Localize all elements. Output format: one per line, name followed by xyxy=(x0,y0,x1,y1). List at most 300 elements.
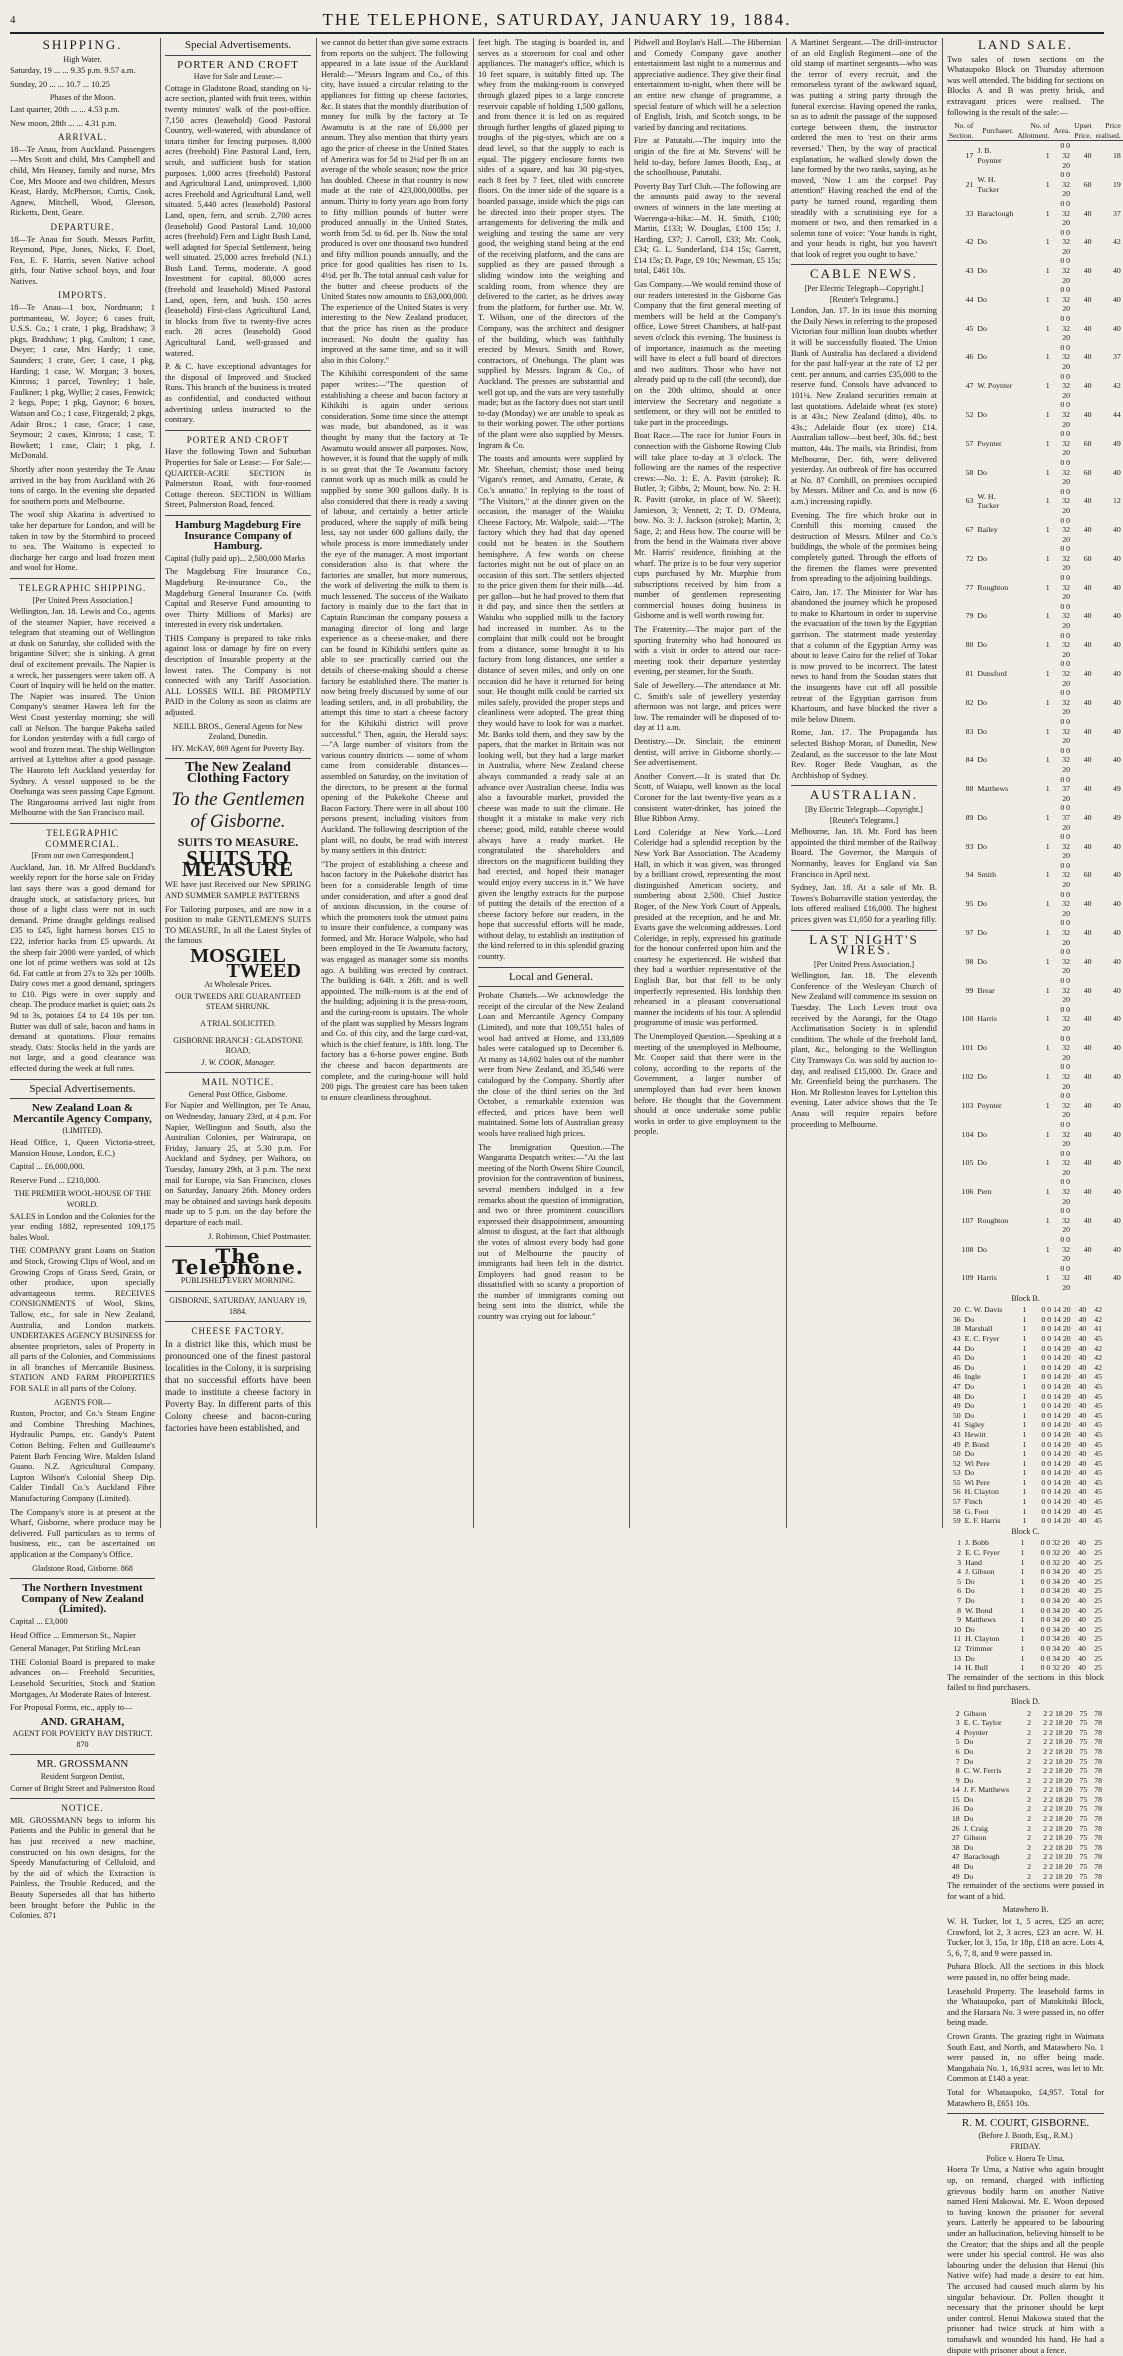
table-cell: 40 xyxy=(1083,1071,1092,1081)
table-cell: 75 xyxy=(1079,1862,1088,1872)
table-cell: 25 xyxy=(1094,1538,1102,1548)
article-paragraph: Another Convert.—It is stated that Dr. Scott, of Waiapu, well known as the local Coroner for the last twenty-five years as a consistent water-drinker, has joined the Blue Ribbon Army. xyxy=(634,771,781,824)
table-row xyxy=(947,1709,1104,1719)
page-number: 4 xyxy=(10,14,16,26)
table-row xyxy=(947,1843,1104,1853)
last-nights-wires-source: [Per United Press Association.] xyxy=(814,959,914,969)
table-row xyxy=(947,1833,1104,1843)
table-cell: Harris xyxy=(977,1014,997,1024)
table-cell: 18 xyxy=(1112,150,1121,160)
table-cell: Do xyxy=(963,1756,974,1766)
grossmann-title: Resident Surgeon Dentist, xyxy=(40,1772,125,1782)
article-paragraph: Wellington, Jan. 18. The eleventh Conference of the Wesleyan Church of New Zealand will commence its session on Tuesday. The Loch Leven trout ova received by the Aorangi, for the Otago Acclimatisation Society is in splendid condition. The whole of the freehold land, plant, &c., belonging to the Wellington City Tramways Co. was sold by auction to-day, and realised £15,000. Dr. Grace and Mr. Greenfield being the purchasers. The Hon. Mr Rolleston leaves for Lyttelton this evening. Later advice shows that the Te Anau will require repairs before proceeding to Melbourne. xyxy=(791,971,937,1129)
table-cell: 7 xyxy=(957,1596,962,1605)
table-cell: 1 xyxy=(1022,1372,1027,1382)
table-cell: 50 xyxy=(952,1449,961,1459)
table-row xyxy=(947,1468,1104,1478)
table-cell: 40 xyxy=(1078,1401,1087,1411)
table-cell: 40 xyxy=(1083,352,1092,362)
table-cell: 0 0 32 20 xyxy=(1060,371,1071,400)
table-row xyxy=(947,1120,1123,1149)
table-cell: 2 xyxy=(1027,1833,1032,1843)
table-cell: Matthews xyxy=(965,1615,996,1625)
table-cell: 17 xyxy=(965,150,974,160)
table-row xyxy=(947,400,1123,429)
table-cell: 19 xyxy=(1112,179,1121,189)
table-cell: 45 xyxy=(1094,1497,1102,1507)
table-cell: Do xyxy=(977,266,987,276)
table-cell: 45 xyxy=(1094,1410,1102,1420)
table-cell: 40 xyxy=(1112,1043,1121,1053)
block-d-heading: Block D. xyxy=(1011,1696,1040,1706)
leasehold-text: Leasehold Property. The leasehold farms in the Whataupoko, part of Matokitoki Block, and the Haraara No. 3 were passed in, no offer being made. xyxy=(947,1986,1104,2028)
table-row xyxy=(947,1315,1104,1325)
table-cell: 2 2 18 20 xyxy=(1043,1862,1073,1872)
article-paragraph: we cannot do better than give some extracts from reports on the subject. The following appeared in a late issue of the Auckland Herald:—"Messrs Ingram and Co., of this city, have issued a circular relating to the appliances for fitting up cheese factories, &c. It states that the monthly distribution of money for milk by the factory at Te Awamutu is at the rate of £6,000 per annum. They also mention that thirty years ago the price of cheese in the United States of America was for 5d to 2¼d per lb on an average of the whole season; now the price has doubled. Cheese in that country is now made at the rate of 423,000,000lbs. per annum. Thirty to forty years ago from forty to fifty million pounds of butter were produced annually in the United States, worth from 5d. to 6d. per lb. Now the total produced is over one thousand two hundred and fifty million pounds annually, and the price for good qualities has risen to 1s. 4½d. per lb. The total annual cash value for the butter and cheese products of the United States now amounts to £63,000,000. The experience of the United States is very interesting to the New Zealand producer, that the price has risen as the produce increased. No doubt the quality has improved at the same time, and so it will also in this Colony." xyxy=(321,38,469,365)
high-water-heading: High Water. xyxy=(63,54,102,64)
table-cell: 1 xyxy=(1045,294,1050,304)
table-cell: 40 xyxy=(1078,1381,1087,1391)
table-cell: 44 xyxy=(952,1343,961,1353)
table-cell: 40 xyxy=(1083,1215,1092,1225)
table-cell: Do xyxy=(977,1244,987,1254)
table-cell: Do xyxy=(977,1071,987,1081)
table-cell: 1 xyxy=(1022,1497,1027,1507)
article-paragraph: The Unemployed Question.—Speaking at a meeting of the unemployed in Melbourne, Mr. Cooper said that there were in the colony, according to the reports of the Government, a larger number of unemployed than had ever been known before. He thought that the Government should at once undertake some public works in order to give employment to the people. xyxy=(634,1032,781,1137)
table-cell: 1 xyxy=(1045,899,1050,909)
divider xyxy=(10,823,155,824)
table-cell: 52 xyxy=(952,1458,961,1468)
divider xyxy=(165,55,311,56)
table-row xyxy=(947,141,1123,170)
table-cell: 44 xyxy=(965,294,974,304)
table-row xyxy=(947,1766,1104,1776)
table-cell: 1 xyxy=(1045,1129,1050,1139)
table-cell: 0 0 14 20 xyxy=(1041,1458,1071,1468)
table-cell: 1 xyxy=(1045,640,1050,650)
table-cell: 0 0 32 20 xyxy=(1060,227,1071,256)
table-row xyxy=(947,947,1123,976)
table-cell: 16 xyxy=(951,1804,960,1814)
table-cell: Do xyxy=(977,1129,987,1139)
table-cell: Hewitt xyxy=(964,1429,986,1439)
table-cell: 2 2 18 20 xyxy=(1043,1871,1073,1881)
table-cell: 79 xyxy=(965,611,974,621)
loan-company-office: Head Office, 1, Queen Victoria-street, Mansion House, London, E.C.) xyxy=(10,1138,155,1158)
table-row xyxy=(947,1663,1104,1673)
table-cell: 88 xyxy=(965,784,974,794)
table-cell: 45 xyxy=(1094,1516,1102,1526)
loan-company-limited: (LIMITED). xyxy=(62,1126,103,1136)
table-cell: 0 0 32 20 xyxy=(1060,573,1071,602)
porter-croft-heading-2: PORTER AND CROFT xyxy=(186,434,290,445)
table-cell: 41 xyxy=(952,1420,961,1430)
table-cell: 60 xyxy=(1083,179,1092,189)
table-row xyxy=(947,1644,1104,1654)
table-row xyxy=(947,688,1123,717)
mosgiel-word: MOSGIEL xyxy=(190,944,286,967)
table-row xyxy=(947,1440,1104,1450)
table-cell: H. Clayton xyxy=(964,1487,999,1497)
table-cell: 40 xyxy=(1083,525,1092,535)
table-cell: 1 xyxy=(1045,870,1050,880)
table-cell: 40 xyxy=(1078,1477,1087,1487)
table-cell: 40 xyxy=(1078,1487,1087,1497)
table-row xyxy=(947,775,1123,804)
table-cell: 1 xyxy=(1020,1576,1025,1586)
cheese-factory-text: In a district like this, which must be pronounced one of the finest pastoral localities in the Colony, it is surprising that no successful efforts have been made to institute a cheese factory in Poverty Bay. In different parts of this Colony cheese and bacon-curing factories have been established, and xyxy=(165,1339,311,1434)
table-cell: 40 xyxy=(1112,467,1121,477)
table-cell: Baraclough xyxy=(963,1852,1000,1862)
table-cell: 1 xyxy=(1022,1468,1027,1478)
table-cell: J. Gibson xyxy=(965,1567,995,1577)
article-paragraph: The Immigration Question.—The Wangaratta Despatch writes:—"At the last meeting of the North Owens Shire Council, provision for the contravention of business, several members indulged in a few remarks about the question of immigration, and two or three prominent councillors expressed their disappointment, amounting almost to disgust, at the fact that although the votes of almost every body had gone out of Melbourne the paucity of immigrants had been felt in the district. Employers had good reason to be dissatisfied with so scanty a proportion of the number of immigrants coming out being sent into the district, while the country was crying out for labour." xyxy=(478,1142,624,1322)
table-cell: 0 0 32 20 xyxy=(1040,1663,1070,1673)
table-cell: 1 xyxy=(1045,755,1050,765)
table-cell: Do xyxy=(977,553,987,563)
telegraphic-commercial-source: [From our own Correspondent.] xyxy=(31,851,134,861)
cook-manager: J. W. COOK, Manager. xyxy=(200,1057,276,1067)
divider xyxy=(10,1578,155,1579)
table-cell: 0 0 34 20 xyxy=(1040,1634,1070,1644)
table-row xyxy=(947,631,1123,660)
table-cell: Do xyxy=(977,294,987,304)
table-cell: 1 xyxy=(1045,150,1050,160)
table-cell: W. Bond xyxy=(965,1605,993,1615)
shipping-note: The wool ship Akarina is advertised to take her departure for London, and will be taken in tow by the Stormbird to proceed to sea. The Waitomo is expected to discharge her cargo and load frozen meat and wool for Home. xyxy=(10,510,155,573)
table-cell: 2 xyxy=(955,1708,960,1718)
table-row xyxy=(947,199,1123,228)
table-cell: 1 xyxy=(1020,1634,1025,1644)
table-cell: 40 xyxy=(1083,956,1092,966)
table-cell: 1 xyxy=(1045,553,1050,563)
suits-to-measure-small: SUITS TO MEASURE. xyxy=(177,834,299,849)
table-cell: 40 xyxy=(1083,784,1092,794)
table-cell: 1 xyxy=(1045,582,1050,592)
table-cell: 1 xyxy=(1045,525,1050,535)
table-row xyxy=(947,1459,1104,1469)
table-row xyxy=(947,1548,1104,1558)
table-cell: 40 xyxy=(1078,1353,1087,1363)
block-b-heading: Block B. xyxy=(1011,1293,1040,1303)
special-ads-heading: Special Advertisements. xyxy=(184,39,292,51)
telegraphic-shipping-text: Wellington, Jan. 18. Lewis and Co., agents of the steamer Napier, have received a telegram that steaming out of Wellington at dusk on Saturday, she collided with the brigantine Silver; she is sinking. A great deal of excitement prevails. The Napier is a wreck, her passengers were taken off. A Court of Inquiry will be held on the matter. The Napier was insured. The Union Company's steamer Hawea left for the West Coast yesterday morning; she will call at Nelson. The barque Pakeha sailed for London yesterday with a full cargo of wool and frozen meat. The ship Wellington arrived at Lyttelton after a good passage. The Hauroto left Auckland yesterday for Sydney. A vessel supposed to be the Onehunga was seen passing Cape Egmont. The Ringarooma arrived last night from Melbourne with the San Francisco mail. xyxy=(10,607,155,818)
table-cell: 0 0 32 20 xyxy=(1060,486,1071,515)
published-every-morning: PUBLISHED EVERY MORNING. xyxy=(180,1276,296,1286)
mail-notice-sub: General Post Office, Gisborne. xyxy=(188,1089,288,1099)
telegraphic-shipping-source: [Per United Press Association.] xyxy=(32,595,133,605)
table-cell: 0 0 37 20 xyxy=(1060,774,1071,803)
table-cell: 40 xyxy=(1083,726,1092,736)
table-cell: 40 xyxy=(1112,266,1121,276)
friday-heading: FRIDAY. xyxy=(1010,2142,1041,2152)
table-cell: 40 xyxy=(1078,1516,1087,1526)
table-cell: 13 xyxy=(953,1653,962,1663)
table-cell: 2 xyxy=(1027,1814,1032,1824)
investment-line: Capital ... £3,000 xyxy=(10,1616,68,1626)
table-cell: Baraclough xyxy=(977,208,1014,218)
table-cell: 0 0 14 20 xyxy=(1041,1477,1071,1487)
table-row xyxy=(947,1334,1104,1344)
table-cell: 89 xyxy=(965,812,974,822)
grossmann-name: MR. GROSSMANN xyxy=(36,1758,129,1771)
table-cell: 78 xyxy=(1094,1775,1102,1785)
table-cell: Do xyxy=(964,1381,975,1391)
table-cell: 25 xyxy=(1094,1615,1102,1625)
table-cell: 0 0 32 20 xyxy=(1060,1235,1071,1264)
table-cell: 40 xyxy=(1078,1458,1087,1468)
article-paragraph: feet high. The staging is boarded in, and serves as a storeroom for coal and other appliances. The manager's office, which is 10 feet square, is suitably fitted up. The whey from the making-room is conveyed through glazed pipes to a large concrete reservoir capable of holding 1,500 gallons, and from thence it is led on as required through further lengths of glazed piping to troughs of the pig-styes, which are on a dead level, so that the supply to each is equal. The piggery enclosure forms two sides of a square, and has 30 pig-styes, each 8 feet by 7 feet, tiled with concrete floors. On the inner side of the square is a boarded passage, inside which the pigs can be directed into their proper styes. The arrangements for delivering the milk and weighing and testing the same are very good, the weighing stand being at the end of the receiving platform, and the cans are supplied as they are passed through a sliding window into the weighing and scalding room, from whence they are delivered to the carter, as he drives away from the platform, for further use. Mr. W. T. Wilson, one of the directors of the Company, was the architect and designer of the building, which was faithfully erected by Messrs. Smith and Rowe, contractors, of Onehunga. The plant was supplied by Messrs. Ingram & Co., of Auckland. The presses are substantial and well got up, and the vats are very tastefully made; but as the factory does not start until to-day (Monday) we are unable to speak as to their working power. The other portions of the plant were also supplied by Messrs. Ingram & Co. xyxy=(478,38,624,450)
table-cell: 37 xyxy=(1112,208,1121,218)
table-cell: Do xyxy=(977,640,987,650)
divider xyxy=(165,515,311,516)
table-cell: 0 0 14 20 xyxy=(1041,1353,1071,1363)
table-cell: E. F. Harris xyxy=(964,1516,1001,1526)
divider xyxy=(165,430,311,431)
table-cell: 1 xyxy=(1020,1643,1025,1653)
loan-company-capital: Capital ... £6,000,000. xyxy=(10,1162,85,1172)
investment-text: THE Colonial Board is prepared to make advances on— Freehold Securities, Leasehold Securities, Stock and Station Mortgages, At Moderate Rates of Interest. xyxy=(10,1657,155,1699)
moon-phases-heading: Phases of the Moon. xyxy=(49,93,116,103)
table-cell: Poynter xyxy=(963,1727,988,1737)
table-cell: 49 xyxy=(952,1401,961,1411)
table-cell: J. B. Poynter xyxy=(977,146,1002,165)
divider xyxy=(478,967,624,968)
column-7 xyxy=(947,37,1121,2355)
table-row xyxy=(947,1034,1123,1063)
table-cell: 78 xyxy=(1094,1842,1102,1852)
table-cell: 106 xyxy=(961,1187,974,1197)
table-cell: 0 0 14 20 xyxy=(1041,1314,1071,1324)
divider xyxy=(10,1098,155,1099)
table-cell: 1 xyxy=(1045,1043,1050,1053)
table-cell: Do xyxy=(965,1624,975,1634)
table-row xyxy=(947,1363,1104,1373)
case-heading: Police v. Hoera Te Uma. xyxy=(986,2153,1065,2163)
table-cell: 45 xyxy=(1094,1468,1102,1478)
table-cell: 9 xyxy=(957,1615,962,1625)
table-cell: G. Foot xyxy=(964,1506,989,1516)
table-cell: 0 0 32 20 xyxy=(1060,630,1071,659)
table-cell: 0 0 32 20 xyxy=(1060,947,1071,976)
table-cell: Do xyxy=(965,1586,975,1596)
table-cell: 72 xyxy=(965,553,974,563)
table-cell: Do xyxy=(977,467,987,477)
article-paragraph: Dentistry.—Dr. Sinclair, the eminent dentist, will arrive in Gisborne shortly.—See advertisement. xyxy=(634,737,781,768)
table-cell: Do xyxy=(964,1401,975,1411)
table-cell: 40 xyxy=(1083,1158,1092,1168)
table-cell: Do xyxy=(964,1391,975,1401)
departure-text: 18—Te Anau for South. Messrs Parfitt, Reymond, Pipe, Jones, Nicks, F. Doel, Fox, E. F. Harris, seven Native school girls, four Native school boys, and four Natives. xyxy=(10,234,155,286)
table-cell: 3 xyxy=(955,1718,960,1728)
table-cell: 75 xyxy=(1079,1718,1088,1728)
table-cell: 3 xyxy=(957,1557,962,1567)
table-cell: 78 xyxy=(1094,1852,1102,1862)
table-cell: 0 0 14 20 xyxy=(1041,1324,1071,1334)
table-cell: 40 xyxy=(1078,1605,1086,1615)
table-cell: 42 xyxy=(1094,1314,1102,1324)
table-cell: Do xyxy=(977,323,987,333)
table-cell: 40 xyxy=(1083,150,1092,160)
table-cell: 42 xyxy=(1094,1353,1102,1363)
table-cell: Smith xyxy=(977,870,997,880)
table-row xyxy=(947,1737,1104,1747)
table-cell: 1 xyxy=(1045,697,1050,707)
gisborne-branch: GISBORNE BRANCH : GLADSTONE ROAD, xyxy=(173,1035,303,1056)
table-cell: 0 0 32 20 xyxy=(1060,1033,1071,1062)
table-cell: 0 0 32 20 xyxy=(1060,976,1071,1005)
table-cell: 2 2 18 20 xyxy=(1043,1814,1073,1824)
table-row xyxy=(947,1401,1104,1411)
table-row xyxy=(947,372,1123,401)
table-cell: 60 xyxy=(1083,467,1092,477)
masthead xyxy=(10,8,1104,32)
table-cell: 40 xyxy=(1078,1391,1087,1401)
table-cell: 40 xyxy=(1083,755,1092,765)
table-cell: 78 xyxy=(1094,1833,1102,1843)
new-patterns-text: WE have just Received our New SPRING AND SUMMER SAMPLE PATTERNS xyxy=(165,880,311,900)
land-sale-table-d xyxy=(947,1709,1104,1882)
table-cell: Do xyxy=(965,1596,975,1605)
table-cell: 0 0 14 20 xyxy=(1041,1305,1071,1315)
table-cell: Dunsford xyxy=(977,669,1007,678)
block-c-heading: Block C. xyxy=(1011,1526,1040,1536)
table-cell: 5 xyxy=(955,1737,960,1747)
table-cell: 0 0 32 20 xyxy=(1060,141,1071,170)
table-cell: 1 xyxy=(1045,928,1050,938)
table-cell: 0 0 32 20 xyxy=(1060,601,1071,631)
table-row xyxy=(947,918,1123,947)
table-row xyxy=(947,1344,1104,1354)
table-cell: 26 xyxy=(951,1823,960,1833)
editorial-dateline: GISBORNE, SATURDAY, JANUARY 19, 1884. xyxy=(169,1295,307,1316)
table-cell: 0 0 32 20 xyxy=(1060,342,1071,371)
table-cell: 1 xyxy=(1022,1324,1027,1334)
hamburg-text: The Magdeburg Fire Insurance Co., Magdeburg Re-insurance Co., the Magdeburg General Insurance Co. (with Capital and Reserve Fund amounting to over Thirty Millions of Marks) are interested in every risk undertaken. xyxy=(165,567,311,630)
table-cell: 1 xyxy=(1045,812,1050,822)
table-cell: 2 2 18 20 xyxy=(1043,1804,1073,1814)
table-cell: 57 xyxy=(965,438,974,448)
table-cell: H. Clayton xyxy=(965,1634,1000,1644)
table-cell: 102 xyxy=(961,1071,974,1081)
table-cell: 0 0 32 20 xyxy=(1060,832,1071,861)
table-cell: 40 xyxy=(1112,697,1121,707)
table-cell: 0 0 32 20 xyxy=(1060,314,1071,343)
table-cell: 2 xyxy=(1027,1746,1032,1756)
table-cell: 49 xyxy=(1112,438,1121,448)
departure-heading: DEPARTURE. xyxy=(50,221,115,232)
table-row xyxy=(947,228,1123,257)
table-row xyxy=(947,1497,1104,1507)
table-cell: 108 xyxy=(961,1244,974,1254)
table-cell: 1 xyxy=(1045,1187,1050,1197)
table-cell: 40 xyxy=(1112,870,1121,880)
table-cell: 5 xyxy=(957,1576,962,1586)
table-cell: 1 xyxy=(1022,1391,1027,1401)
table-cell: 2 xyxy=(1027,1794,1032,1804)
table-cell: 1 xyxy=(1045,352,1050,362)
table-cell: 40 xyxy=(1078,1410,1087,1420)
table-cell: 53 xyxy=(952,1468,961,1478)
table-cell: 1 xyxy=(1022,1439,1027,1449)
table-cell: 58 xyxy=(952,1506,961,1516)
column-header: Purchaser. xyxy=(975,121,1015,141)
table-cell: 0 0 34 20 xyxy=(1040,1653,1070,1663)
table-cell: 1 xyxy=(1045,611,1050,621)
table-cell: 44 xyxy=(1112,409,1121,419)
table-cell: Pern xyxy=(977,1187,992,1197)
table-cell: 25 xyxy=(1094,1653,1102,1663)
table-cell: 45 xyxy=(1094,1477,1102,1487)
land-sale-intro: Two sales of town sections on the Whataupoko Block on Thursday afternoon was well attended. The bidding for sections on Blocks A and B was pretty brisk, and extravagant prices were realised. The following is the result of the sale:— xyxy=(947,54,1104,117)
table-cell: 40 xyxy=(1112,553,1121,563)
table-cell: 40 xyxy=(1112,669,1121,678)
table-cell: Do xyxy=(964,1362,975,1372)
table-cell: 78 xyxy=(1094,1804,1102,1814)
wharf-text: The Company's store is at present at the Wharf, Gisborne, where produce may be delivered. Full particulars as to terms of business, etc., can be ascertained on application at the Company's Office. xyxy=(10,1507,155,1559)
divider xyxy=(165,1291,311,1292)
table-cell: 1 xyxy=(1045,1014,1050,1024)
table-cell: 52 xyxy=(965,409,974,419)
table-cell: 40 xyxy=(1078,1653,1086,1663)
mckay-agent: HY. McKAY, 869 Agent for Poverty Bay. xyxy=(171,743,305,753)
table-cell: 97 xyxy=(965,928,974,938)
loan-company-reserve: Reserve Fund ... £210,000. xyxy=(10,1175,101,1185)
table-cell: 2 2 18 20 xyxy=(1043,1852,1073,1862)
table-cell: 1 xyxy=(1020,1663,1025,1673)
table-cell: 2 2 18 20 xyxy=(1043,1708,1073,1718)
table-cell: 1 xyxy=(1022,1314,1027,1324)
last-nights-wires-heading: LAST NIGHT'S WIRES. xyxy=(809,931,919,958)
loan-company-text: THE COMPANY grant Loans on Station and Stock, Growing Clips of Wool, and on Growing Crops of Grass Seed, Grain, or other produce, upon specially advantageous terms. RECEIVES CONSIGNMENTS of Wool, Skins, Tallow, etc., for sale in New Zealand, Australia, and London markets. UNDERTAKES AGENCY BUSINESS for absentee proprietors, sales of Property in all parts of the Colonies, and Commissions in all branches of Mercantile Business. STATION AND FARM PROPERTIES FOR SALE in all parts of the Colony. xyxy=(10,1246,155,1394)
table-row xyxy=(947,1615,1104,1625)
table-cell: 42 xyxy=(1094,1305,1102,1315)
table-cell: Marshall xyxy=(964,1324,993,1334)
table-cell: 40 xyxy=(1078,1663,1086,1673)
table-row xyxy=(947,746,1123,775)
table-row xyxy=(947,1324,1104,1334)
table-cell: 0 0 32 20 xyxy=(1060,544,1071,573)
loan-company-sales: SALES in London and the Colonies for the year ending 1882, represented 109,175 bales Wool. xyxy=(10,1211,155,1242)
table-row xyxy=(947,516,1123,545)
table-row xyxy=(947,1411,1104,1421)
table-cell: 40 xyxy=(1078,1624,1086,1634)
table-cell: 25 xyxy=(1094,1557,1102,1567)
table-cell: 1 xyxy=(1022,1343,1027,1353)
table-cell: 2 xyxy=(1027,1756,1032,1766)
table-cell: 40 xyxy=(1078,1615,1086,1625)
arrival-heading: ARRIVAL. xyxy=(57,132,108,143)
table-cell: 1 xyxy=(1022,1477,1027,1487)
table-row xyxy=(947,1235,1123,1264)
table-cell: 40 xyxy=(1078,1305,1087,1315)
table-cell: 45 xyxy=(1094,1439,1102,1449)
table-cell: 78 xyxy=(1094,1756,1102,1766)
table-cell: 40 xyxy=(1078,1372,1087,1382)
table-cell: 49 xyxy=(1112,812,1121,822)
table-cell: 47 xyxy=(951,1852,960,1862)
table-cell: 78 xyxy=(1094,1814,1102,1824)
table-cell: 1 xyxy=(1045,1100,1050,1110)
table-cell: Matthews xyxy=(977,784,1009,794)
table-cell: 1 xyxy=(1045,1273,1050,1283)
article-paragraph: Probate Chattels.—We acknowledge the receipt of the circular of the New Zealand Loan and Mercantile Agency Company (Limited), and note that 109,551 bales of wool had arrived at Home, and 133,889 bales were catalogued up to December 6. At many as 14,602 bales out of the number were from New Zealand, and 35,546 were catalogued by the Company. Shortly after the close of the third series on the 3rd October, a remarkable extension was effected, and prices have been well maintained. Some lots of Australian greasy wools have realised high prices. xyxy=(478,991,624,1138)
table-cell: 25 xyxy=(1094,1596,1102,1605)
notice-text: MR. GROSSMANN begs to inform his Patients and the Public in general that he has just received a new machine, constructed on his own designs, for the Speedy Manufacturing of Celluloid, and by the aid of which the Extraction is Painless, the Trouble Reduced, and the Beauty Supersedes all that has hitherto been brought before the Public in the Colonies. 871 xyxy=(10,1815,155,1921)
table-cell: 75 xyxy=(1079,1852,1088,1862)
australian-heading: AUSTRALIAN. xyxy=(809,787,919,803)
table-row xyxy=(947,1353,1104,1363)
